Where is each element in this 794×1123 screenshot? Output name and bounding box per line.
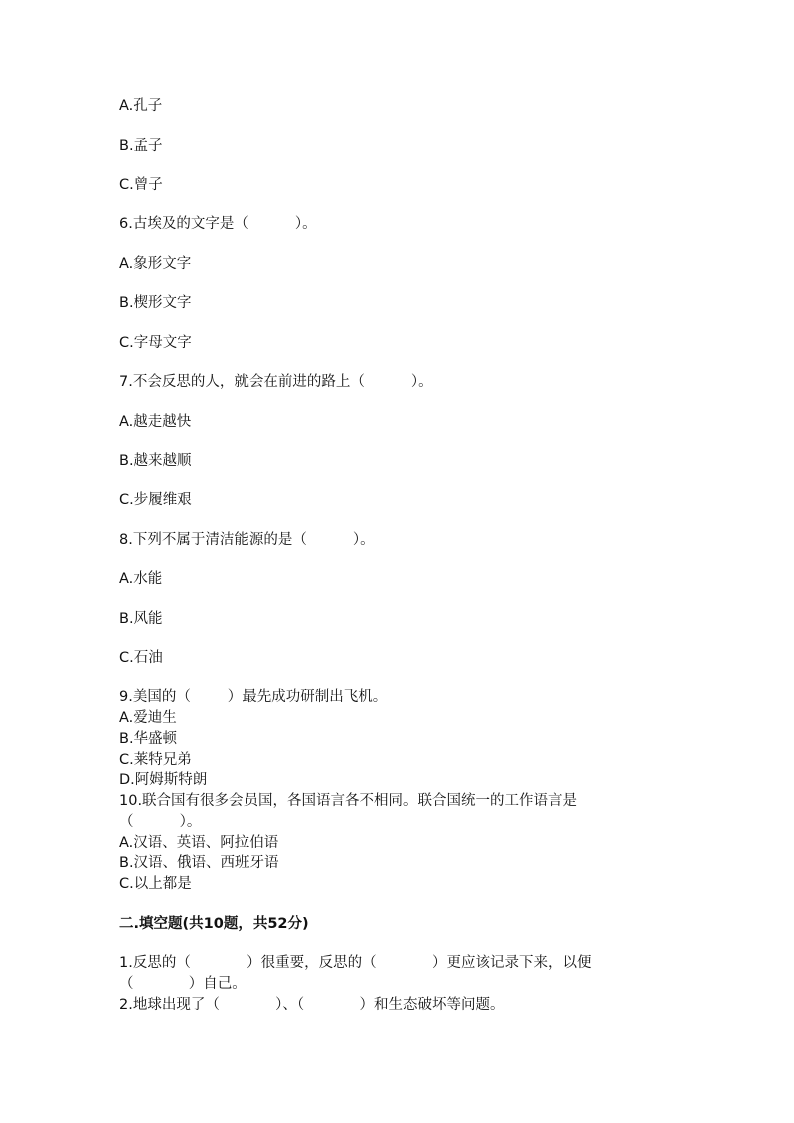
question-7: 7.不会反思的人，就会在前进的路上（ ）。 [119, 374, 433, 390]
fill-question-1-continued: （ ）自己。 [119, 976, 247, 992]
question-10-option-b: B.汉语、俄语、西班牙语 [119, 855, 279, 871]
question-6-option-c: C.字母文字 [119, 335, 192, 351]
question-6-option-b: B.楔形文字 [119, 295, 192, 311]
question-8-option-a: A.水能 [119, 571, 163, 587]
question-8-option-c: C.石油 [119, 650, 163, 666]
fill-question-2: 2.地球出现了（ ）、（ ）和生态破坏等问题。 [119, 997, 505, 1013]
fill-question-1: 1.反思的（ ）很重要，反思的（ ）更应该记录下来，以便 [119, 955, 592, 971]
option-a-confucius: A.孔子 [119, 98, 163, 114]
question-10-continued: （ ）。 [119, 814, 202, 830]
question-9-option-c: C.莱特兄弟 [119, 752, 192, 768]
option-c-zengzi: C.曾子 [119, 177, 163, 193]
question-6: 6.古埃及的文字是（ ）。 [119, 216, 317, 232]
question-6-option-a: A.象形文字 [119, 256, 192, 272]
question-10-option-a: A.汉语、英语、阿拉伯语 [119, 835, 279, 851]
question-10-option-c: C.以上都是 [119, 876, 192, 892]
question-8-option-b: B.风能 [119, 611, 163, 627]
question-9: 9.美国的（ ）最先成功研制出飞机。 [119, 689, 388, 705]
question-7-option-a: A.越走越快 [119, 414, 192, 430]
question-9-option-a: A.爱迪生 [119, 710, 177, 726]
question-9-option-b: B.华盛顿 [119, 731, 178, 747]
option-b-mencius: B.孟子 [119, 138, 163, 154]
question-10: 10.联合国有很多会员国，各国语言各不相同。联合国统一的工作语言是 [119, 793, 578, 809]
question-7-option-c: C.步履维艰 [119, 492, 192, 508]
question-8: 8.下列不属于清洁能源的是（ ）。 [119, 532, 375, 548]
question-9-option-d: D.阿姆斯特朗 [119, 772, 208, 788]
question-7-option-b: B.越来越顺 [119, 453, 192, 469]
section-heading-fill-in: 二.填空题(共10题，共52分) [119, 916, 309, 932]
